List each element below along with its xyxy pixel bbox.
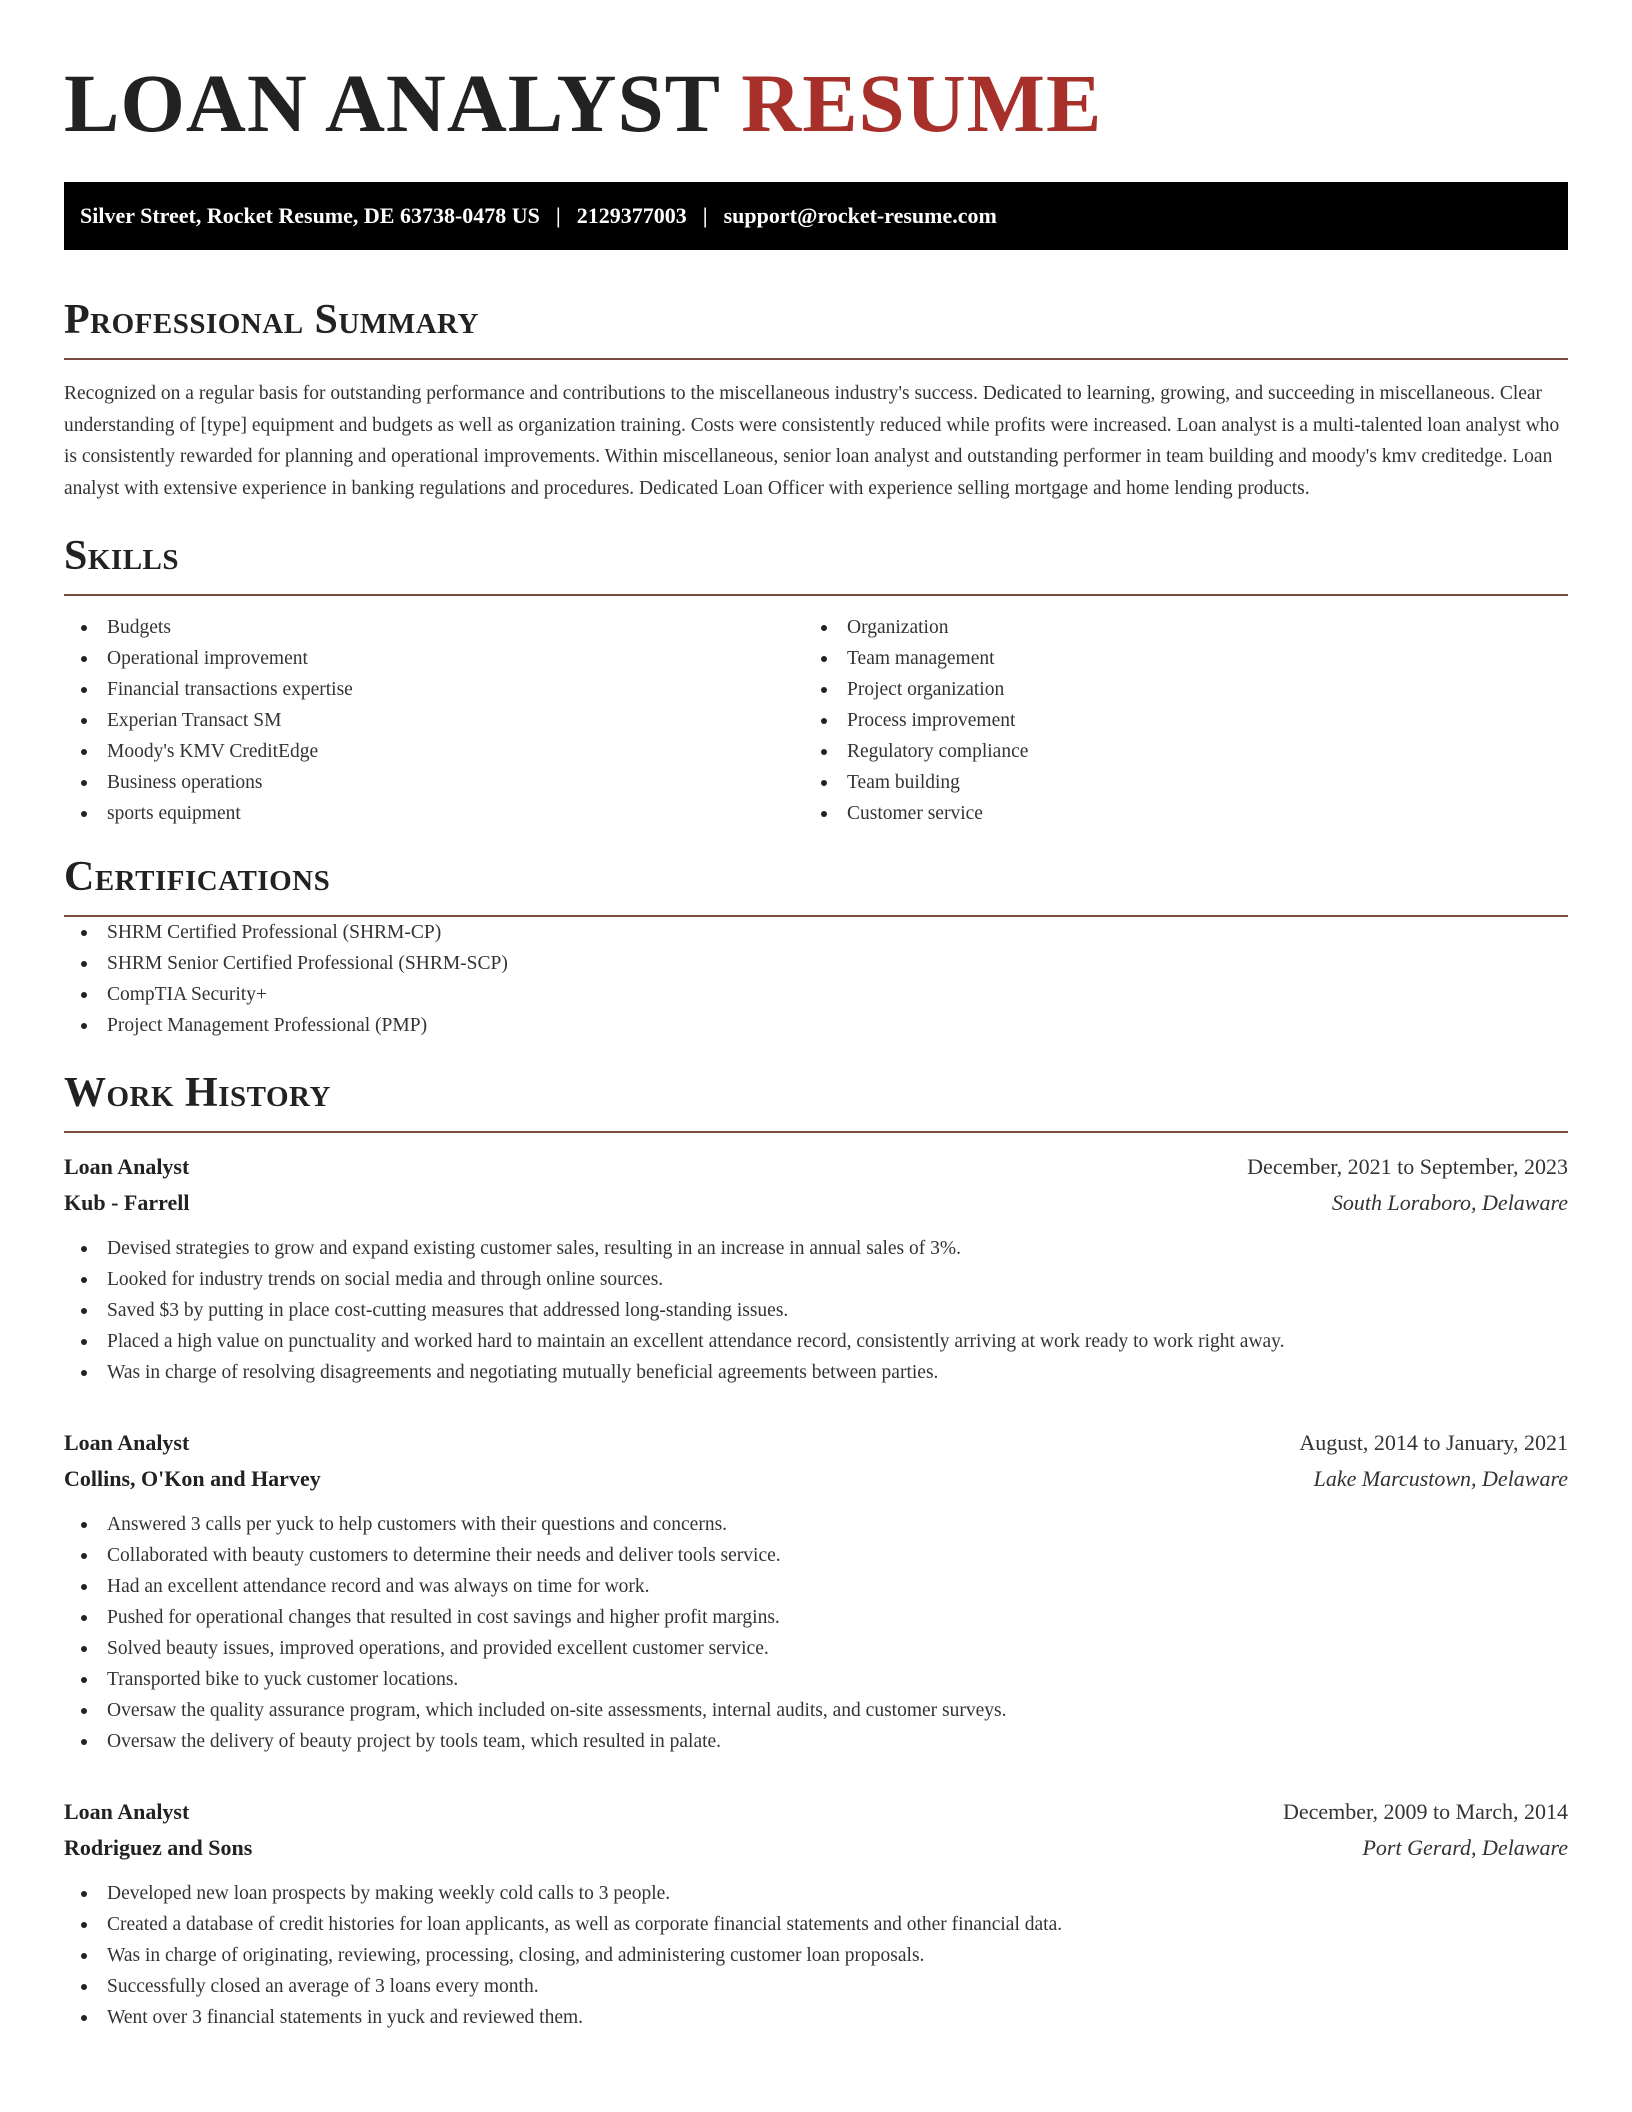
job-bullet: Transported bike to yuck customer locations. [64, 1664, 1568, 1695]
job-bullet: Pushed for operational changes that resulted in cost savings and higher profit margins. [64, 1602, 1568, 1633]
contact-address: Silver Street, Rocket Resume, DE 63738-0478 US [80, 203, 540, 228]
contact-phone: 2129377003 [576, 203, 687, 228]
job-bullet: Was in charge of resolving disagreements and negotiating mutually beneficial agreements between parties. [64, 1357, 1568, 1388]
section-divider [64, 594, 1568, 596]
contact-separator: | [702, 203, 708, 228]
skill-item: Process improvement [804, 705, 1544, 736]
skill-item: Team management [804, 643, 1544, 674]
job-bullet: Devised strategies to grow and expand existing customer sales, resulting in an increase in annual sales of 3%. [64, 1233, 1568, 1264]
job-bullet: Developed new loan prospects by making weekly cold calls to 3 people. [64, 1878, 1568, 1909]
job-bullet: Oversaw the delivery of beauty project by tools team, which resulted in palate. [64, 1726, 1568, 1757]
skills-list-left [64, 612, 804, 829]
job-company-row [64, 1461, 1568, 1497]
summary-text: Recognized on a regular basis for outstanding performance and contributions to the miscellaneous industry's success. Dedicated to learning, growing, and succeeding in miscellaneous. Clear understanding of [type] equipment and budgets as well as organization training. Costs were consistently reduced while profits were increased. Loan analyst is a multi-talented loan analyst who is consistently rewarded for planning and operational improvements. Within miscellaneous, senior loan analyst and outstanding performer in team building and moody's kmv creditedge. Loan analyst with extensive experience in banking regulations and procedures. Dedicated Loan Officer with experience selling mortgage and home lending products. [64, 383, 1560, 499]
job-header-row [64, 1149, 1568, 1185]
job-title: Loan Analyst [64, 1154, 190, 1179]
job-title: Loan Analyst [64, 1799, 190, 1824]
skill-item: Operational improvement [64, 643, 804, 674]
skill-item: Regulatory compliance [804, 736, 1544, 767]
skills-section [64, 528, 1568, 829]
skill-item: sports equipment [64, 798, 804, 829]
skill-item: Project organization [804, 674, 1544, 705]
job-header-row [64, 1425, 1568, 1461]
job-company-row [64, 1185, 1568, 1221]
summary-section [64, 292, 1568, 504]
skill-item: Organization [804, 612, 1544, 643]
skill-item: Customer service [804, 798, 1544, 829]
job-entry [64, 1425, 1568, 1757]
title-main: LOAN ANALYST [64, 57, 720, 149]
skill-item: Experian Transact SM [64, 705, 804, 736]
work-history-heading: Work History [64, 1070, 331, 1116]
job-bullet: Solved beauty issues, improved operations, and provided excellent customer service. [64, 1633, 1568, 1664]
job-bullet: Collaborated with beauty customers to determine their needs and deliver tools service. [64, 1540, 1568, 1571]
skill-item: Business operations [64, 767, 804, 798]
job-bullet: Answered 3 calls per yuck to help customers with their questions and concerns. [64, 1509, 1568, 1540]
certification-item: CompTIA Security+ [64, 979, 1568, 1010]
job-dates: August, 2014 to January, 2021 [1299, 1430, 1568, 1455]
certification-item: Project Management Professional (PMP) [64, 1010, 1568, 1041]
job-entry [64, 1794, 1568, 2033]
skill-item: Financial transactions expertise [64, 674, 804, 705]
skills-heading: Skills [64, 533, 180, 579]
job-location: Port Gerard, Delaware [1362, 1835, 1568, 1860]
job-company: Rodriguez and Sons [64, 1835, 253, 1860]
job-company: Kub - Farrell [64, 1190, 190, 1215]
job-location: Lake Marcustown, Delaware [1313, 1466, 1568, 1491]
job-bullet: Went over 3 financial statements in yuck and reviewed them. [64, 2002, 1568, 2033]
skills-grid [64, 612, 1568, 829]
job-company: Collins, O'Kon and Harvey [64, 1466, 321, 1491]
job-bullet: Was in charge of originating, reviewing, processing, closing, and administering customer loan proposals. [64, 1940, 1568, 1971]
job-bullets [64, 1878, 1568, 2033]
job-bullet: Had an excellent attendance record and was always on time for work. [64, 1571, 1568, 1602]
summary-heading: Professional Summary [64, 297, 479, 343]
job-bullet: Placed a high value on punctuality and worked hard to maintain an excellent attendance record, consistently arriving at work ready to work right away. [64, 1326, 1568, 1357]
contact-separator: | [555, 203, 561, 228]
contact-email: support@rocket-resume.com [723, 203, 997, 228]
job-entry [64, 1149, 1568, 1388]
title-accent: RESUME [741, 57, 1103, 149]
job-dates: December, 2021 to September, 2023 [1247, 1154, 1568, 1179]
certifications-list [64, 917, 1568, 1041]
job-bullet: Oversaw the quality assurance program, which included on-site assessments, internal audits, and customer surveys. [64, 1695, 1568, 1726]
certifications-section [64, 849, 1568, 1041]
job-bullet: Looked for industry trends on social media and through online sources. [64, 1264, 1568, 1295]
job-dates: December, 2009 to March, 2014 [1282, 1799, 1568, 1824]
job-header-row [64, 1794, 1568, 1830]
skill-item: Moody's KMV CreditEdge [64, 736, 804, 767]
job-bullets [64, 1233, 1568, 1388]
contact-bar [64, 182, 1568, 250]
certifications-heading: Certifications [64, 854, 331, 900]
job-bullet: Successfully closed an average of 3 loans every month. [64, 1971, 1568, 2002]
certification-item: SHRM Senior Certified Professional (SHRM-SCP) [64, 948, 1568, 979]
work-history-section [64, 1065, 1568, 2033]
job-location: South Loraboro, Delaware [1331, 1190, 1568, 1215]
job-bullets [64, 1509, 1568, 1757]
job-title: Loan Analyst [64, 1430, 190, 1455]
section-divider [64, 358, 1568, 360]
resume-title [64, 56, 1568, 150]
section-divider [64, 1131, 1568, 1133]
skill-item: Budgets [64, 612, 804, 643]
certification-item: SHRM Certified Professional (SHRM-CP) [64, 917, 1568, 948]
job-bullet: Saved $3 by putting in place cost-cutting measures that addressed long-standing issues. [64, 1295, 1568, 1326]
job-bullet: Created a database of credit histories for loan applicants, as well as corporate financial statements and other financial data. [64, 1909, 1568, 1940]
skill-item: Team building [804, 767, 1544, 798]
job-company-row [64, 1830, 1568, 1866]
skills-list-right [804, 612, 1544, 829]
